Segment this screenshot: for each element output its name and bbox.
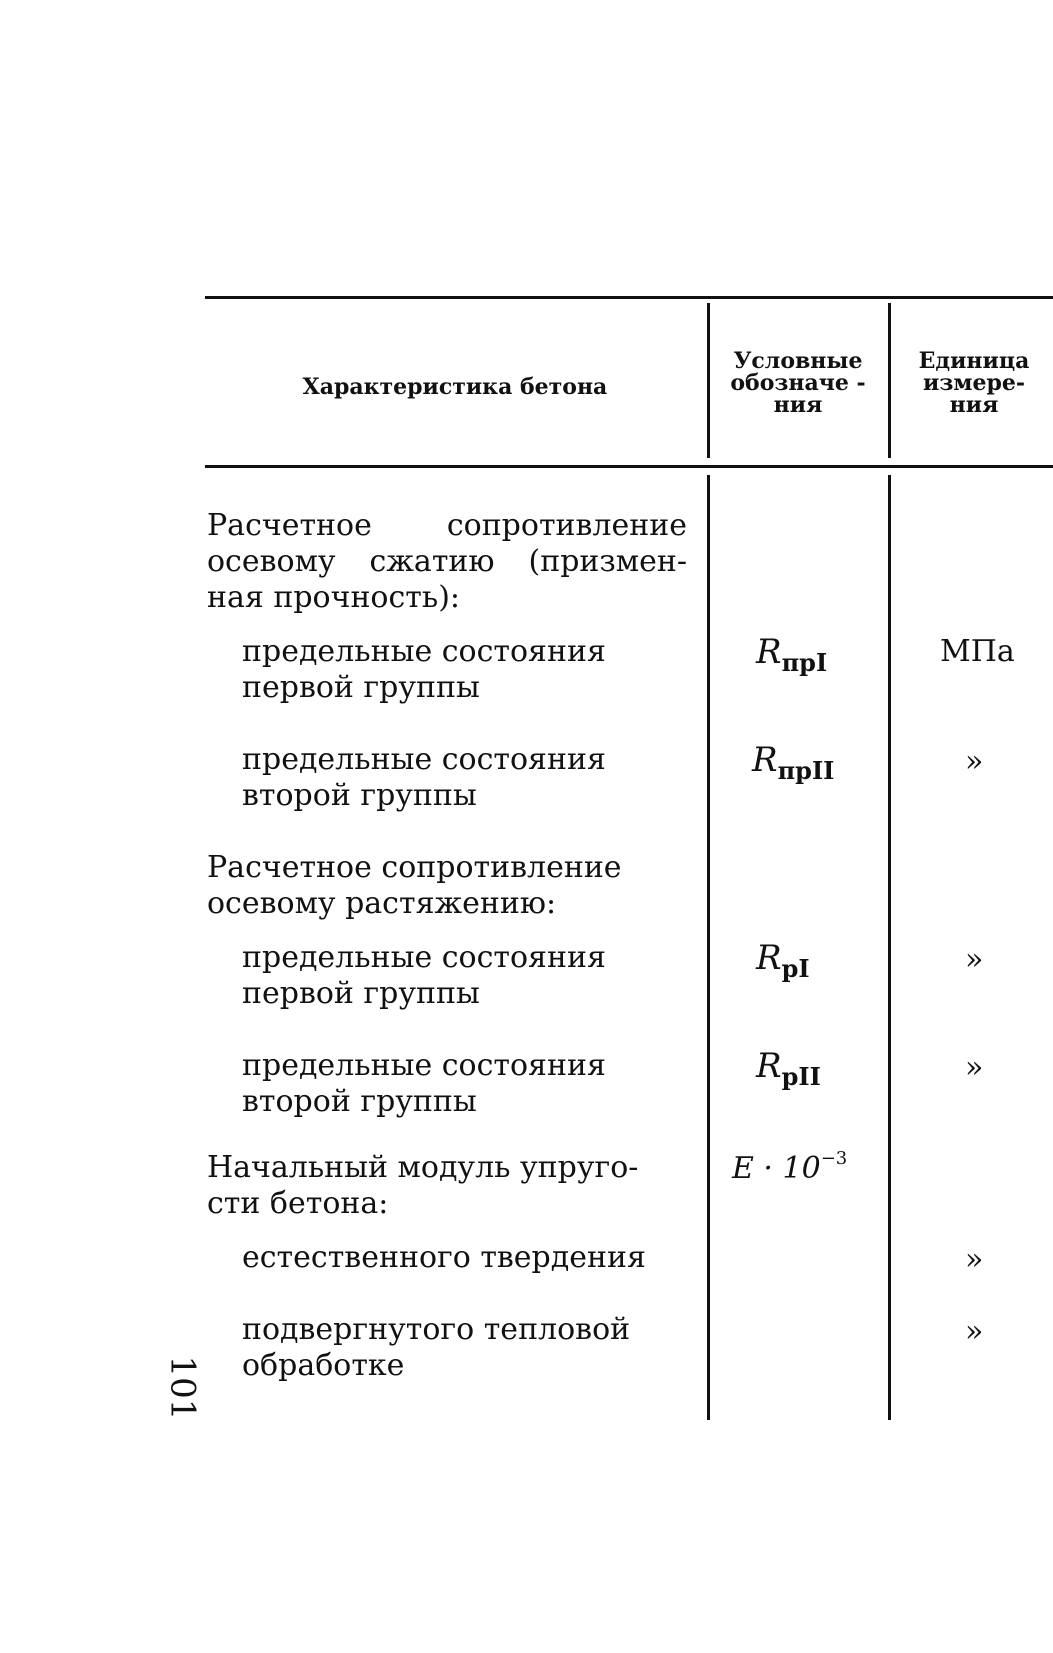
col-divider-1-body [707, 475, 710, 1420]
unit-ditto: » [965, 744, 984, 779]
symbol-rp1: $R_{pI}$ [756, 938, 810, 983]
row-compression-title-cont: ная прочность): [207, 580, 461, 615]
row-compression-group1: предельные состояния первой группы [242, 634, 606, 705]
symbol-rpr1: $R_{прI}$ [756, 632, 828, 677]
unit-ditto: » [965, 1242, 984, 1277]
header-symbols: Условные обозначе - ния [730, 348, 866, 418]
unit-mpa: МПа [940, 634, 1015, 669]
col-divider-2-body [888, 475, 891, 1420]
col-divider-1 [707, 303, 710, 458]
unit-ditto: » [965, 1314, 984, 1349]
symbol-rp2: $R_{pII}$ [756, 1046, 821, 1091]
col-divider-2 [888, 303, 891, 458]
row-tension-group1: предельные состояния первой группы [242, 940, 606, 1011]
header-units: Единица измере- ния [918, 348, 1030, 418]
row-heat-treated: подвергнутого тепловой обработке [242, 1312, 631, 1383]
header-characteristic: Характеристика бетона [302, 374, 608, 400]
table-top-rule [205, 296, 1053, 299]
row-natural-hardening: естественного твердения [242, 1240, 646, 1275]
row-tension-title: Расчетное сопротивление осевому растяжению: [207, 850, 622, 921]
row-tension-group2: предельные состояния второй группы [242, 1048, 606, 1119]
symbol-e-modulus: $E \cdot 10^{-3}$ [732, 1148, 848, 1186]
row-elastic-modulus-title: Начальный модуль упруго- сти бетона: [207, 1150, 639, 1221]
page-number: 101 [162, 1355, 203, 1421]
row-compression-group2: предельные состояния второй группы [242, 742, 606, 813]
symbol-rpr2: $R_{прII}$ [752, 740, 835, 785]
unit-ditto: » [965, 1050, 984, 1085]
row-compression-title: Расчетное сопротивление осевому сжатию (призмен- [207, 508, 687, 579]
unit-ditto: » [965, 942, 984, 977]
header-bottom-rule [205, 465, 1053, 468]
